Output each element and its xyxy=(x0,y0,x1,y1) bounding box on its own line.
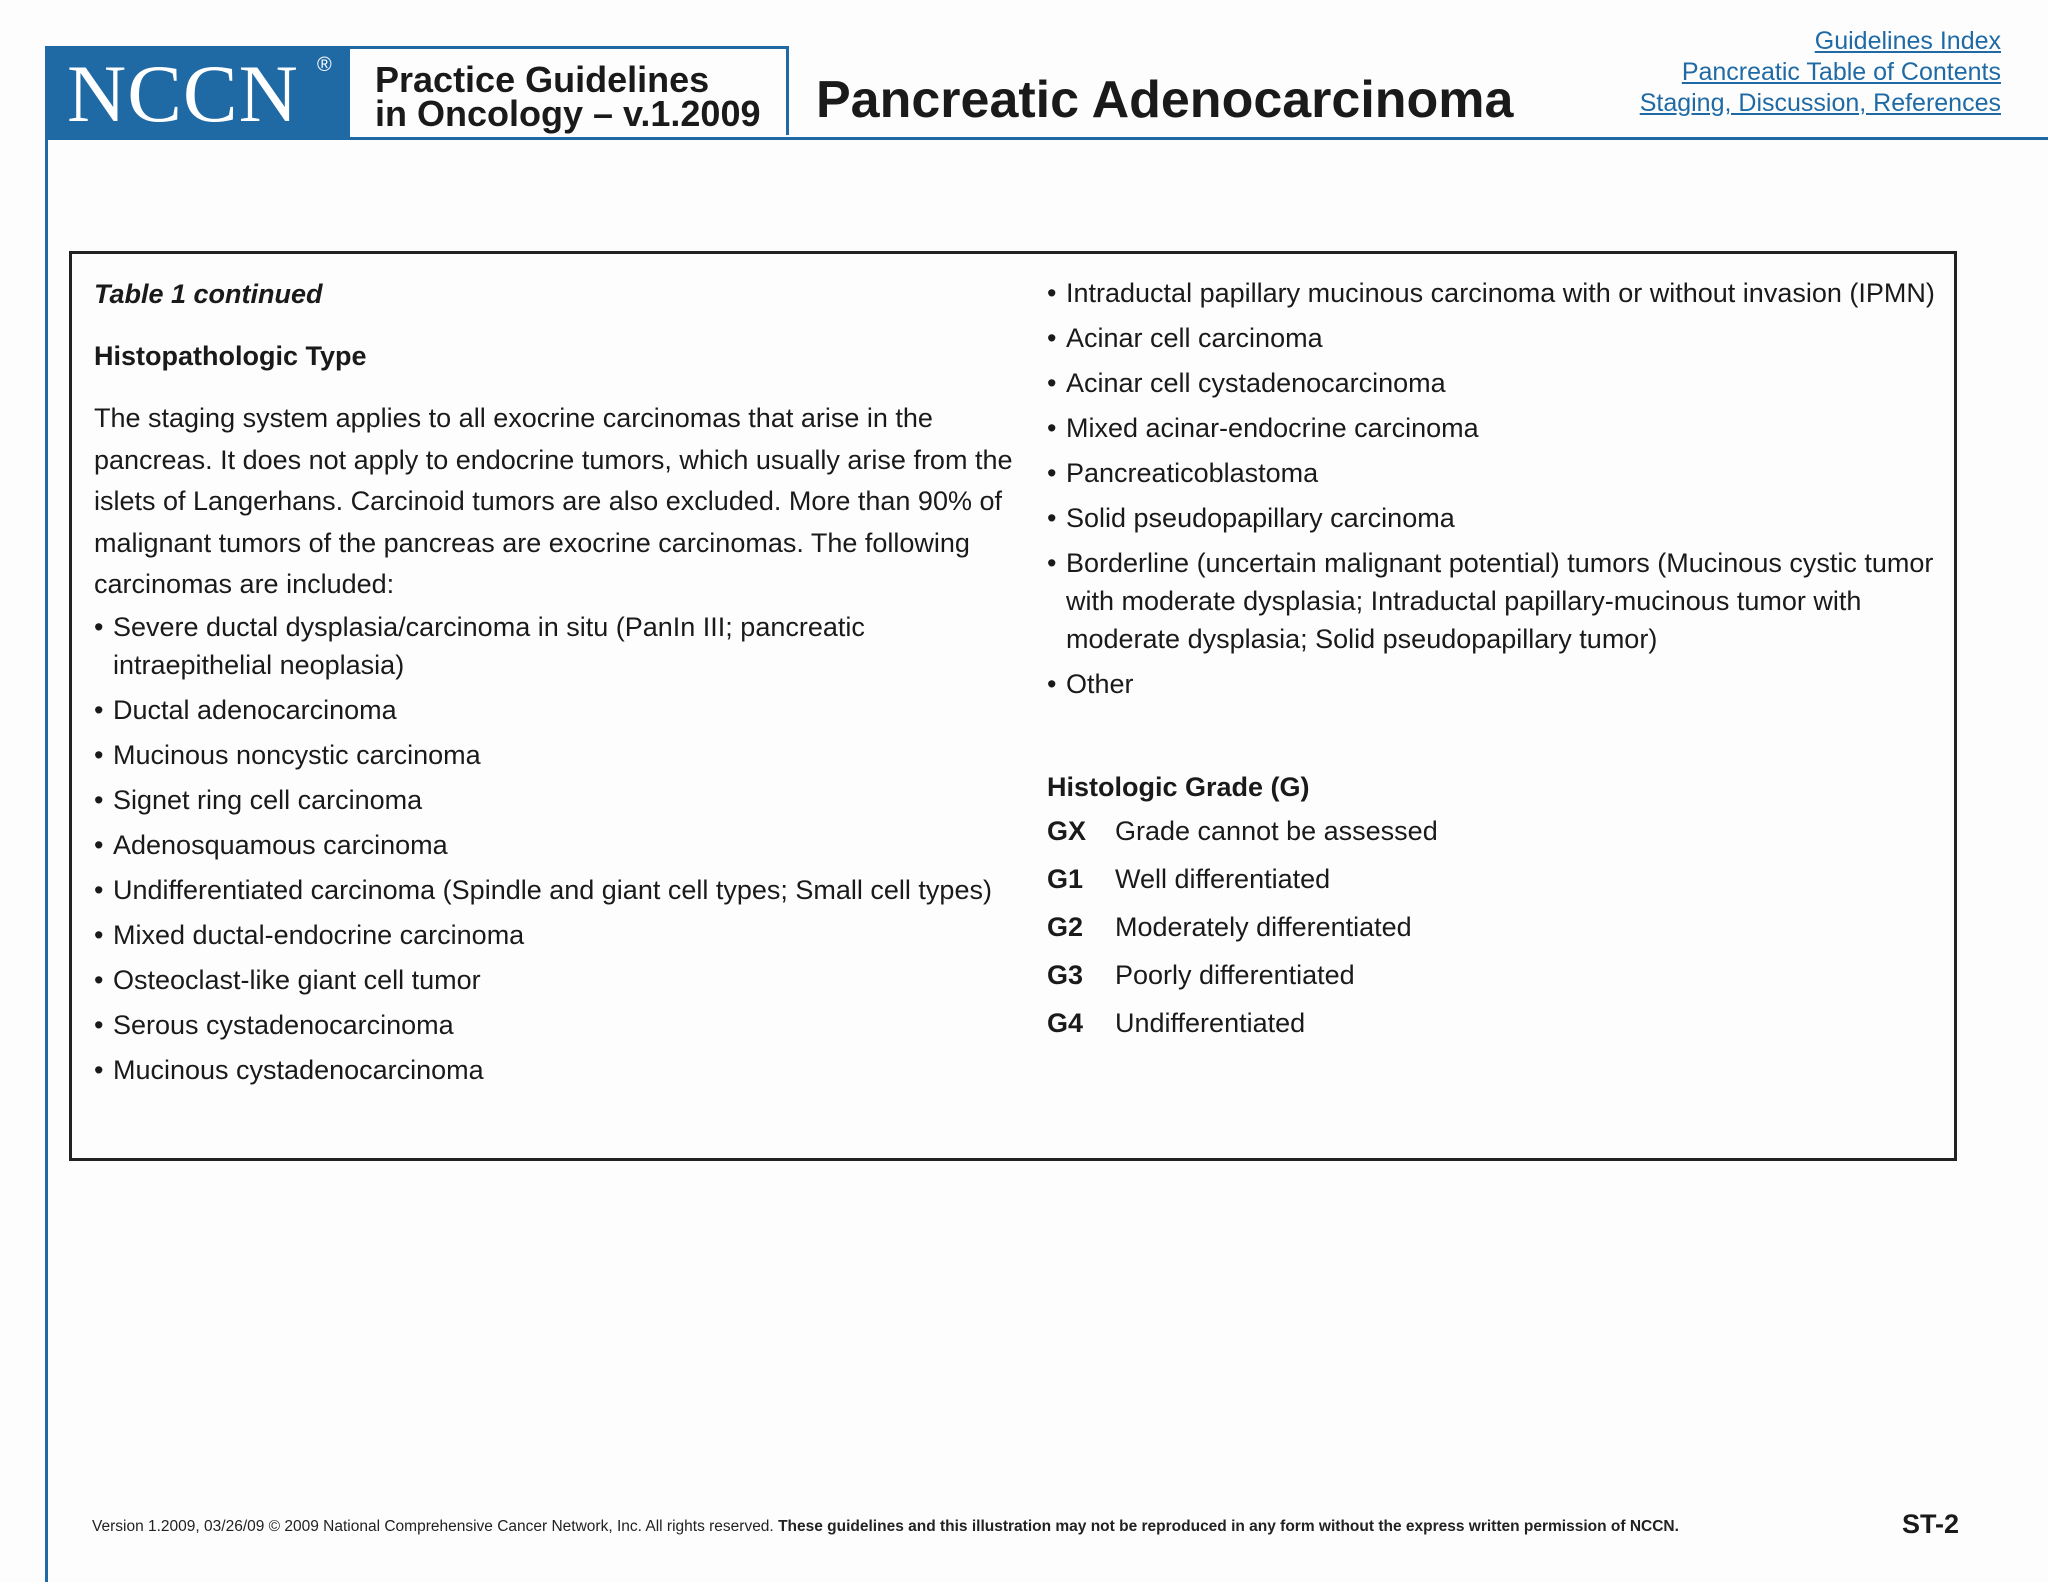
grade-description: Well differentiated xyxy=(1115,864,1331,894)
nccn-logo xyxy=(45,46,350,139)
grade-code: G4 xyxy=(1047,1008,1084,1038)
footer-copyright xyxy=(92,1516,1679,1538)
practice-guidelines-box xyxy=(350,46,789,135)
left-rule xyxy=(45,46,48,1582)
grade-row xyxy=(1047,1005,1957,1041)
grade-description: Moderately differentiated xyxy=(1115,912,1412,942)
list-item: • Intraductal papillary mucinous carcinoma with or without invasion (IPMN) xyxy=(1047,274,1957,312)
registered-mark: ® xyxy=(317,54,332,76)
list-item: • Severe ductal dysplasia/carcinoma in situ (PanIn III; pancreatic intraepithelial neoplasia) xyxy=(94,608,1014,684)
histologic-grade-heading: Histologic Grade (G) xyxy=(1047,772,1310,802)
list-item: • Other xyxy=(1047,665,1957,703)
logo-text: NCCN xyxy=(67,48,299,139)
list-item: • Mucinous cystadenocarcinoma xyxy=(94,1051,1014,1089)
nav-links xyxy=(1640,26,2001,119)
list-item: • Pancreaticoblastoma xyxy=(1047,454,1957,492)
page-number: ST-2 xyxy=(1902,1509,1960,1539)
list-item: • Acinar cell cystadenocarcinoma xyxy=(1047,364,1957,402)
left-type-list xyxy=(94,608,1014,1089)
list-item: • Mixed acinar-endocrine carcinoma xyxy=(1047,409,1957,447)
list-item: • Osteoclast-like giant cell tumor xyxy=(94,961,1014,999)
list-item: • Signet ring cell carcinoma xyxy=(94,781,1014,819)
table-note: Table 1 continued xyxy=(94,279,323,309)
footer-version: Version 1.2009, 03/26/09 © 2009 National Comprehensive Cancer Network, Inc. All rights reserved. xyxy=(92,1518,774,1535)
grade-description: Grade cannot be assessed xyxy=(1115,816,1438,846)
grade-description: Poorly differentiated xyxy=(1115,960,1355,990)
grade-row xyxy=(1047,861,1957,897)
right-type-list xyxy=(1047,274,1957,703)
left-column xyxy=(94,274,1014,1096)
list-item: • Serous cystadenocarcinoma xyxy=(94,1006,1014,1044)
grade-row xyxy=(1047,909,1957,945)
footer-notice: These guidelines and this illustration may not be reproduced in any form without the express written permission of NCCN. xyxy=(778,1518,1679,1535)
practice-guidelines-line1: Practice Guidelines xyxy=(375,59,710,100)
list-item: • Borderline (uncertain malignant potential) tumors (Mucinous cystic tumor with moderate dysplasia; Intraductal papillary-mucinous tumor with moderate dysplasia; Solid pseudopapillary tumor) xyxy=(1047,544,1957,658)
grade-code: G1 xyxy=(1047,864,1084,894)
grade-code: G2 xyxy=(1047,912,1084,942)
right-column xyxy=(1047,274,1957,1053)
list-item: • Undifferentiated carcinoma (Spindle and giant cell types; Small cell types) xyxy=(94,871,1014,909)
list-item: • Ductal adenocarcinoma xyxy=(94,691,1014,729)
guidelines-index-link[interactable]: Guidelines Index xyxy=(1814,27,2001,55)
grade-code: G3 xyxy=(1047,960,1084,990)
intro-paragraph: The staging system applies to all exocrine carcinomas that arise in the pancreas. It does not apply to endocrine tumors, which usually arise from the islets of Langerhans. Carcinoid tumors are also excluded. More than 90% of malignant tumors of the pancreas are exocrine carcinomas. The following carcinomas are included: xyxy=(94,403,1013,599)
page-title: Pancreatic Adenocarcinoma xyxy=(816,71,1514,129)
list-item: • Mixed ductal-endocrine carcinoma xyxy=(94,916,1014,954)
practice-guidelines-line2: in Oncology – v.1.2009 xyxy=(375,93,761,134)
list-item: • Acinar cell carcinoma xyxy=(1047,319,1957,357)
list-item: • Adenosquamous carcinoma xyxy=(94,826,1014,864)
staging-discussion-references-link[interactable]: Staging, Discussion, References xyxy=(1639,89,2001,117)
histopathologic-type-heading: Histopathologic Type xyxy=(94,341,367,371)
grade-row xyxy=(1047,813,1957,849)
table-of-contents-link[interactable]: Pancreatic Table of Contents xyxy=(1681,58,2001,86)
list-item: • Solid pseudopapillary carcinoma xyxy=(1047,499,1957,537)
grade-row xyxy=(1047,957,1957,993)
grade-description: Undifferentiated xyxy=(1115,1008,1306,1038)
grade-code: GX xyxy=(1047,816,1087,846)
grade-table xyxy=(1047,813,1957,1041)
list-item: • Mucinous noncystic carcinoma xyxy=(94,736,1014,774)
